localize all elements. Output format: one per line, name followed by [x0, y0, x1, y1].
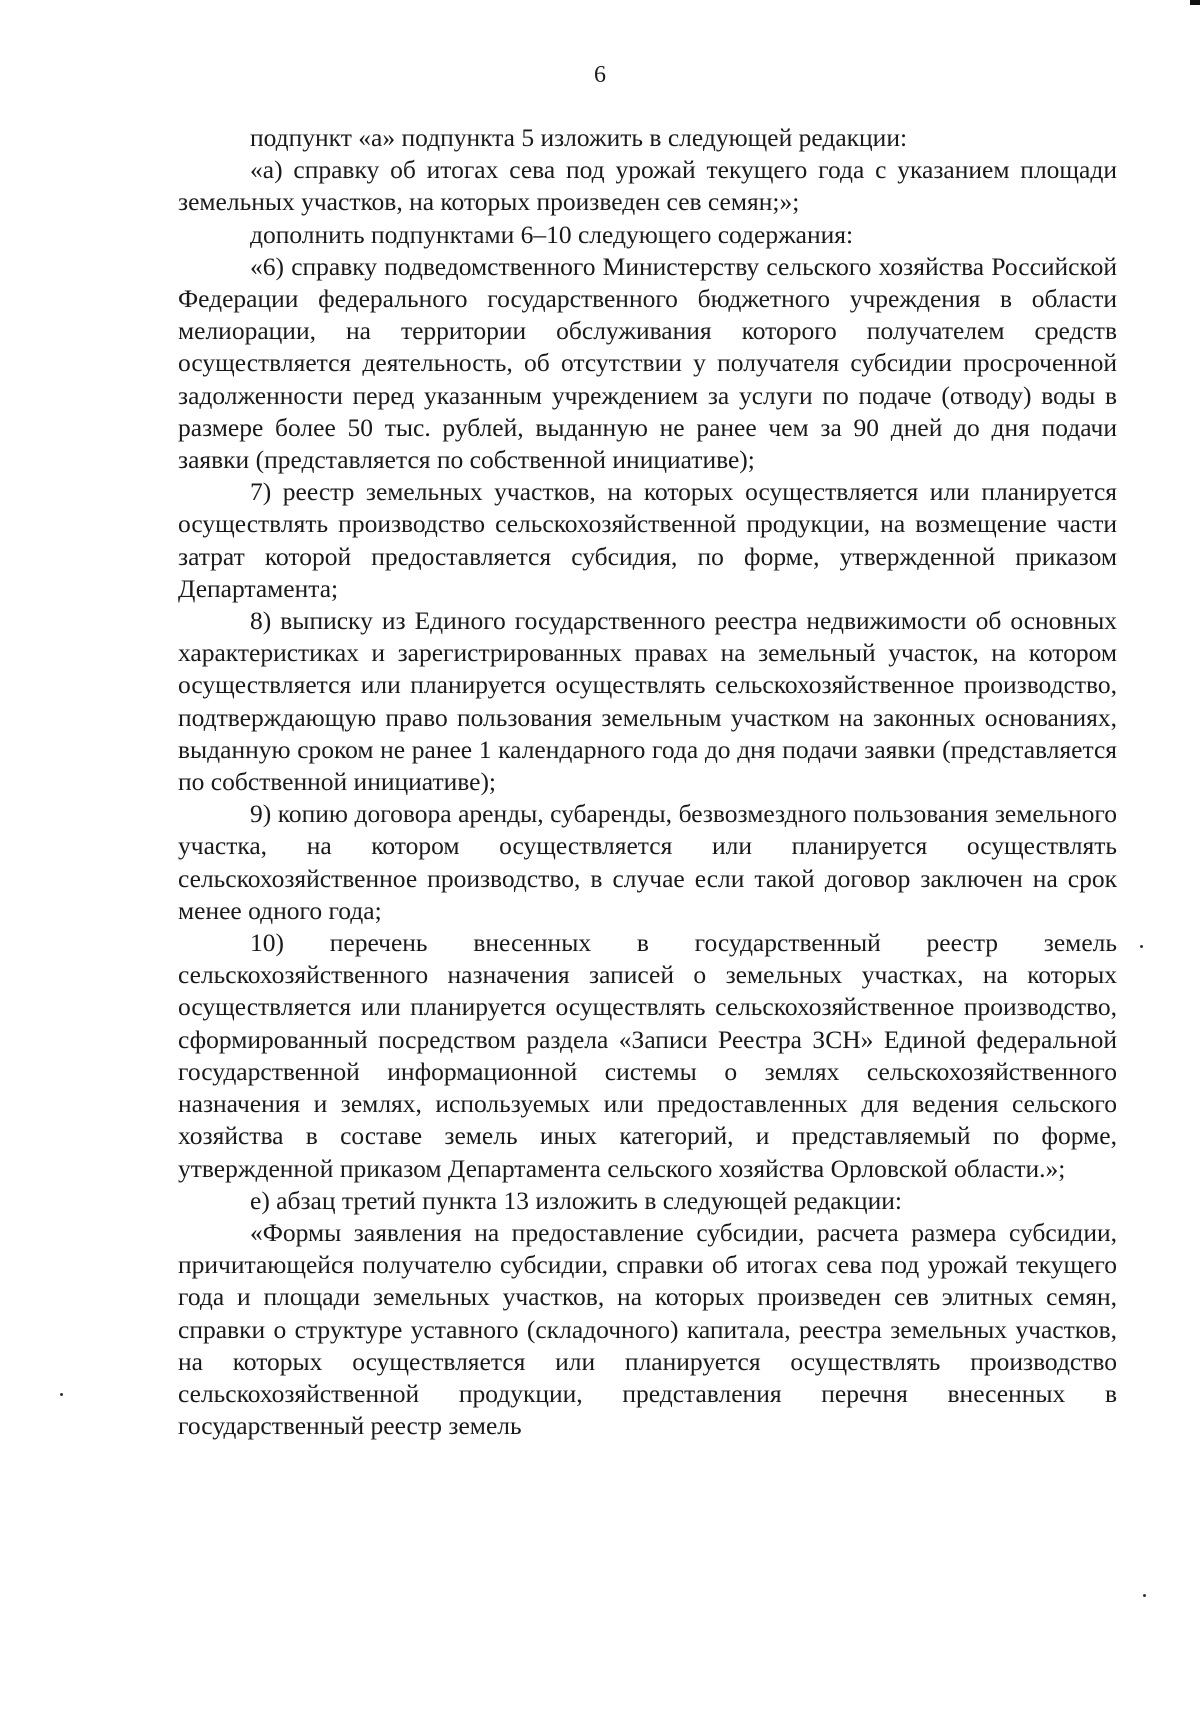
scan-speck	[1143, 1594, 1146, 1597]
paragraph-item-a: «а) справку об итогах сева под урожай текущего года с указанием площади земельных участков, на которых произведен сев семян;»;	[178, 155, 1117, 217]
paragraph-item-e: е) абзац третий пункта 13 изложить в следующей редакции:	[250, 1185, 902, 1215]
page-number: 6	[594, 62, 606, 88]
paragraph-item-10: 10) перечень внесенных в государственный реестр земель сельскохозяйственного назначения записей о земельных участках, на которых осуществляется или планируется осуществлять сельскохозяйственное производство, сформированный посредством раздела «Записи Реестра ЗСН» Единой федеральной государственной информационной системы о землях сельскохозяйственного назначения и землях, используемых или предоставленных для ведения сельского хозяйства в составе земель иных категорий, и представляемый по форме, утвержденной приказом Департамента сельского хозяйства Орловской области.»;	[178, 928, 1117, 1183]
paragraph-item-9: 9) копию договора аренды, субаренды, безвозмездного пользования земельного участка, на котором осуществляется или планируется осуществлять сельскохозяйственное производство, в случае если такой договор заключен на срок менее одного года;	[178, 799, 1117, 925]
paragraph-forms: «Формы заявления на предоставление субсидии, расчета размера субсидии, причитающейся получателю субсидии, справки об итогах сева под урожай текущего года и площади земельных участков, на которых произведен сев элитных семян, справки о структуре уставного (складочного) капитала, реестра земельных участков, на которых осуществляется или планируется осуществлять производство сельскохозяйственной продукции, представления перечня внесенных в государственный реестр земель	[178, 1217, 1117, 1441]
paragraph-item-7: 7) реестр земельных участков, на которых осуществляется или планируется осуществлять производство сельскохозяйственной продукции, на возмещение части затрат которой предоставляется субсидия, по форме, утвержденной приказом Департамента;	[178, 477, 1117, 603]
paragraph-item-6: «6) справку подведомственного Министерству сельского хозяйства Российской Федерации федерального государственного бюджетного учреждения в области мелиорации, на территории обслуживания которого получателем средств осуществляется деятельность, об отсутствии у получателя субсидии просроченной задолженности перед указанным учреждением за услуги по подаче (отводу) воды в размере более 50 тыс. рублей, выданную не ранее чем за 90 дней до дня подачи заявки (представляется по собственной инициативе);	[178, 251, 1117, 475]
paragraph-subparagraph-a-intro: подпункт «а» подпункта 5 изложить в следующей редакции:	[250, 123, 908, 152]
paragraph-supplement-intro: дополнить подпунктами 6–10 следующего содержания:	[250, 219, 854, 249]
scan-corner-mark	[1190, 0, 1200, 5]
paragraph-item-8: 8) выписку из Единого государственного реестра недвижимости об основных характеристиках и зарегистрированных правах на земельный участок, на котором осуществляется или планируется осуществлять сельскохозяйственное производство, подтверждающую право пользования земельным участком на законных основаниях, выданную сроком не ранее 1 календарного года до дня подачи заявки (представляется по собственной инициативе);	[178, 606, 1117, 797]
scan-speck	[1140, 945, 1143, 948]
document-body	[178, 122, 1117, 1442]
scan-speck	[60, 1393, 63, 1396]
